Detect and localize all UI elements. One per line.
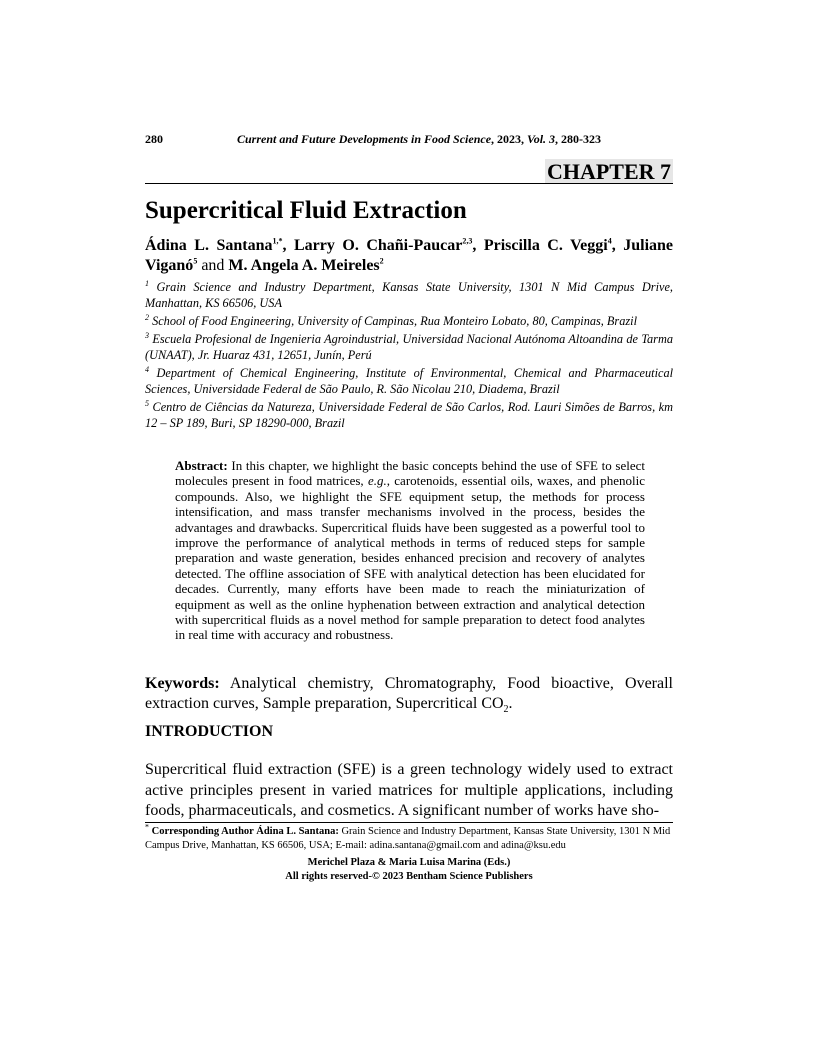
chapter-number: CHAPTER 7 (546, 159, 671, 184)
chapter-label (145, 159, 673, 185)
keywords: Keywords: Analytical chemistry, Chromatography, Food bioactive, Overall extraction curves, Sample preparation, Supercritical $CO_2$. (145, 675, 673, 716)
affiliation: $^2$ School of Food Engineering, University of Campinas, Rua Monteiro Lobato, 80, Campinas, Brazil (145, 312, 637, 328)
author: Juliane Viganó$^5$ (145, 237, 674, 274)
affiliation: $^3$ Escuela Profesional de Ingenieria Agroindustrial, Universidad Nacional Autónoma Altoandina de Tarma (UNAAT), Jr. Huaraz 431, 12651, Junín, Perú (145, 330, 673, 362)
journal-volume: Vol. 3 (527, 132, 556, 146)
publisher-info (145, 856, 673, 884)
affiliation: $^1$ Grain Science and Industry Department, Kansas State University, 1301 N Mid Campus Drive, Manhattan, KS 66506, USA (145, 278, 673, 310)
footnote-divider (145, 822, 673, 823)
header-divider (145, 183, 673, 184)
page-number: 280 (145, 132, 163, 146)
journal-name: Current and Future Developments in Food Science (237, 132, 492, 146)
affiliations (145, 279, 673, 433)
section-heading: INTRODUCTION (145, 723, 274, 740)
copyright: All rights reserved-© 2023 Bentham Science Publishers (285, 871, 533, 882)
author: M. Angela A. Meireles$^2$ (228, 256, 384, 274)
author: Ádina L. Santana$^{1,*}$ (145, 236, 283, 254)
author-list: Ádina L. Santana$^{1,*}$, Larry O. Chañi-Paucar$^{2,3}$, Priscilla C. Veggi$^4$, Juliane Viganó$^5$ and M. Angela A. Meireles$^2$ (145, 236, 674, 274)
affiliation: $^5$ Centro de Ciências da Natureza, Universidade Federal de São Carlos, Rod. Lauri Simões de Barros, km 12 – SP 189, Buri, SP 18290-000, Brazil (145, 398, 673, 430)
chapter-title: Supercritical Fluid Extraction (145, 197, 467, 224)
body-paragraph: Supercritical fluid extraction (SFE) is a green technology widely used to extract active principles present in varied matrices for multiple applications, including foods, pharmaceuticals, and cosmetics. A significant number of works have sho- (145, 761, 673, 819)
author: Larry O. Chañi-Paucar$^{2,3}$ (294, 236, 473, 254)
footnote: * Corresponding Author Ádina L. Santana: Grain Science and Industry Department, Kansas State University, 1301 N Mid Campus Drive, Manhattan, KS 66506, USA; E-mail: adina.santana@gmail.com and adina@ksu.edu (145, 822, 671, 851)
abstract: Abstract: In this chapter, we highlight the basic concepts behind the use of SFE to select molecules present in food matrices, e.g., carotenoids, essential oils, waxes, and phenolic compounds. Also, we highlight the SFE equipment setup, the methods for process intensification, and mass transfer mechanisms involved in the process, besides the advantages and drawbacks. Supercritical fluids have been suggested as a powerful tool to improve the performance of analytical methods in terms of reduced steps for sample preparation and waste generation, besides enhanced precision and recovery of analytes detected. The offline association of SFE with analytical detection has been elucidated for decades. Currently, many efforts have been made to reach the miniaturization of equipment as well as the online hyphenation between extraction and analytical detection with supercritical fluids as a novel method for sample preparation to detect food analytes in real time with accuracy and robustness. (175, 458, 645, 643)
journal-pages: , 280-323 (555, 132, 602, 146)
journal-citation (237, 132, 601, 147)
affiliation: $^4$ Department of Chemical Engineering, Institute of Environmental, Chemical and Pharmaceutical Sciences, Universidade Federal de São Paulo, R. São Nicolau 210, Diadema, Brazil (145, 364, 674, 396)
journal-year: , 2023, (491, 132, 528, 146)
author: Priscilla C. Veggi$^4$ (483, 236, 612, 254)
editors: Merichel Plaza & Maria Luisa Marina (Eds.) (307, 857, 511, 868)
